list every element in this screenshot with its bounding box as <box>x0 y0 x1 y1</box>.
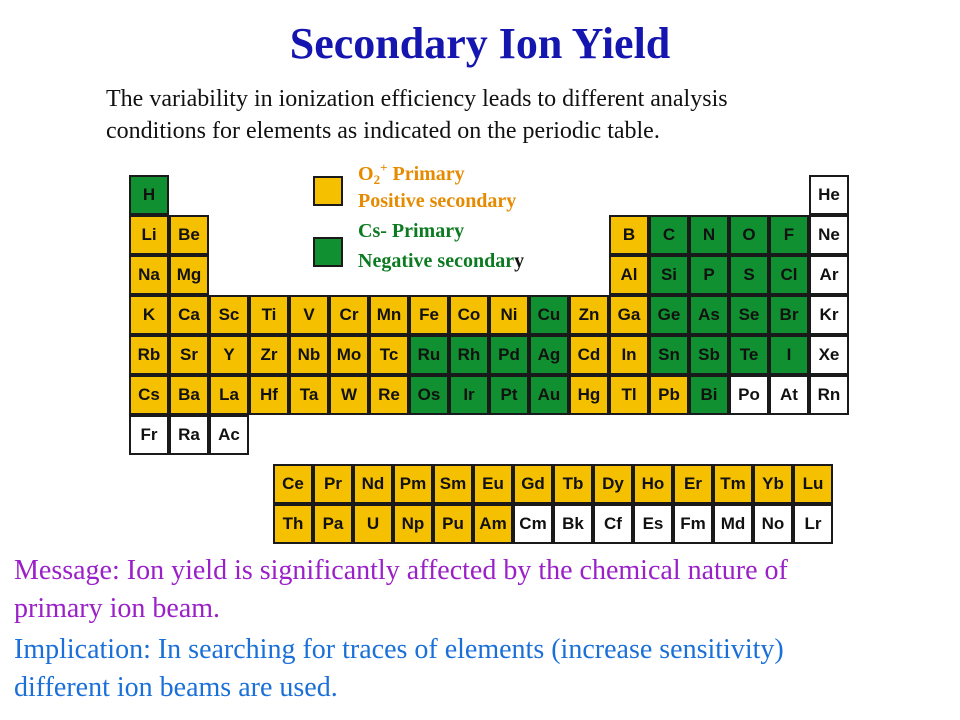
element-cell-es: Es <box>633 504 673 544</box>
element-cell-ba: Ba <box>169 375 209 415</box>
element-cell-yb: Yb <box>753 464 793 504</box>
element-cell-rh: Rh <box>449 335 489 375</box>
element-cell-si: Si <box>649 255 689 295</box>
element-cell-ca: Ca <box>169 295 209 335</box>
message-line-2: primary ion beam. <box>14 593 221 624</box>
element-cell-w: W <box>329 375 369 415</box>
element-cell-tm: Tm <box>713 464 753 504</box>
legend-o2-primary <box>358 160 465 188</box>
element-cell-ru: Ru <box>409 335 449 375</box>
legend-negative-secondary <box>358 250 524 273</box>
element-cell-i: I <box>769 335 809 375</box>
element-cell-se: Se <box>729 295 769 335</box>
intro-line-1: The variability in ionization efficiency leads to different analysis <box>106 86 728 112</box>
legend-negative-tail: y <box>514 250 525 272</box>
element-cell-sm: Sm <box>433 464 473 504</box>
element-cell-at: At <box>769 375 809 415</box>
element-cell-zr: Zr <box>249 335 289 375</box>
element-cell-fr: Fr <box>129 415 169 455</box>
legend-cs-primary: Cs- Primary <box>358 220 465 242</box>
element-cell-la: La <box>209 375 249 415</box>
element-cell-ne: Ne <box>809 215 849 255</box>
element-cell-tl: Tl <box>609 375 649 415</box>
element-cell-tc: Tc <box>369 335 409 375</box>
element-cell-eu: Eu <box>473 464 513 504</box>
element-cell-ho: Ho <box>633 464 673 504</box>
element-cell-co: Co <box>449 295 489 335</box>
element-cell-au: Au <box>529 375 569 415</box>
element-cell-mo: Mo <box>329 335 369 375</box>
element-cell-zn: Zn <box>569 295 609 335</box>
legend-swatch-negative <box>313 237 343 267</box>
element-cell-rb: Rb <box>129 335 169 375</box>
implication-line-1: Implication: In searching for traces of elements (increase sensitivity) <box>14 634 784 665</box>
element-cell-p: P <box>689 255 729 295</box>
element-cell-pb: Pb <box>649 375 689 415</box>
element-cell-ra: Ra <box>169 415 209 455</box>
element-cell-b: B <box>609 215 649 255</box>
element-cell-li: Li <box>129 215 169 255</box>
legend-o2-superscript: + <box>380 160 388 175</box>
element-cell-he: He <box>809 175 849 215</box>
element-cell-al: Al <box>609 255 649 295</box>
element-cell-am: Am <box>473 504 513 544</box>
element-cell-md: Md <box>713 504 753 544</box>
legend-o2-subscript: 2 <box>373 172 381 187</box>
element-cell-nb: Nb <box>289 335 329 375</box>
element-cell-ar: Ar <box>809 255 849 295</box>
element-cell-cs: Cs <box>129 375 169 415</box>
legend-swatch-positive <box>313 176 343 206</box>
element-cell-ga: Ga <box>609 295 649 335</box>
element-cell-gd: Gd <box>513 464 553 504</box>
element-cell-er: Er <box>673 464 713 504</box>
legend-negative-main: Negative secondar <box>358 250 515 272</box>
element-cell-sr: Sr <box>169 335 209 375</box>
element-cell-c: C <box>649 215 689 255</box>
element-cell-ti: Ti <box>249 295 289 335</box>
element-cell-f: F <box>769 215 809 255</box>
element-cell-th: Th <box>273 504 313 544</box>
element-cell-sc: Sc <box>209 295 249 335</box>
element-cell-cu: Cu <box>529 295 569 335</box>
element-cell-k: K <box>129 295 169 335</box>
element-cell-s: S <box>729 255 769 295</box>
element-cell-cl: Cl <box>769 255 809 295</box>
element-cell-xe: Xe <box>809 335 849 375</box>
legend-positive-secondary: Positive secondary <box>358 190 517 212</box>
element-cell-kr: Kr <box>809 295 849 335</box>
element-cell-ni: Ni <box>489 295 529 335</box>
element-cell-fe: Fe <box>409 295 449 335</box>
element-cell-be: Be <box>169 215 209 255</box>
element-cell-fm: Fm <box>673 504 713 544</box>
element-cell-na: Na <box>129 255 169 295</box>
legend-o2-prefix: O <box>358 163 374 185</box>
element-cell-nd: Nd <box>353 464 393 504</box>
element-cell-hf: Hf <box>249 375 289 415</box>
element-cell-np: Np <box>393 504 433 544</box>
element-cell-ta: Ta <box>289 375 329 415</box>
element-cell-pd: Pd <box>489 335 529 375</box>
element-cell-mg: Mg <box>169 255 209 295</box>
element-cell-n: N <box>689 215 729 255</box>
element-cell-bk: Bk <box>553 504 593 544</box>
element-cell-te: Te <box>729 335 769 375</box>
element-cell-pu: Pu <box>433 504 473 544</box>
element-cell-cm: Cm <box>513 504 553 544</box>
implication-line-2: different ion beams are used. <box>14 672 338 703</box>
element-cell-os: Os <box>409 375 449 415</box>
element-cell-no: No <box>753 504 793 544</box>
element-cell-pa: Pa <box>313 504 353 544</box>
message-line-1: Message: Ion yield is significantly affected by the chemical nature of <box>14 555 788 586</box>
element-cell-ce: Ce <box>273 464 313 504</box>
element-cell-o: O <box>729 215 769 255</box>
element-cell-mn: Mn <box>369 295 409 335</box>
element-cell-cf: Cf <box>593 504 633 544</box>
element-cell-h: H <box>129 175 169 215</box>
element-cell-hg: Hg <box>569 375 609 415</box>
element-cell-in: In <box>609 335 649 375</box>
element-cell-cd: Cd <box>569 335 609 375</box>
legend-o2-suffix: Primary <box>387 163 465 185</box>
element-cell-y: Y <box>209 335 249 375</box>
element-cell-ir: Ir <box>449 375 489 415</box>
element-cell-dy: Dy <box>593 464 633 504</box>
slide-title: Secondary Ion Yield <box>289 19 671 68</box>
element-cell-re: Re <box>369 375 409 415</box>
element-cell-po: Po <box>729 375 769 415</box>
element-cell-bi: Bi <box>689 375 729 415</box>
element-cell-v: V <box>289 295 329 335</box>
element-cell-rn: Rn <box>809 375 849 415</box>
intro-line-2: conditions for elements as indicated on the periodic table. <box>106 118 660 144</box>
element-cell-ac: Ac <box>209 415 249 455</box>
element-cell-cr: Cr <box>329 295 369 335</box>
element-cell-lu: Lu <box>793 464 833 504</box>
element-cell-ag: Ag <box>529 335 569 375</box>
element-cell-pm: Pm <box>393 464 433 504</box>
element-cell-pt: Pt <box>489 375 529 415</box>
element-cell-pr: Pr <box>313 464 353 504</box>
element-cell-br: Br <box>769 295 809 335</box>
element-cell-sn: Sn <box>649 335 689 375</box>
element-cell-tb: Tb <box>553 464 593 504</box>
element-cell-ge: Ge <box>649 295 689 335</box>
element-cell-lr: Lr <box>793 504 833 544</box>
element-cell-as: As <box>689 295 729 335</box>
element-cell-sb: Sb <box>689 335 729 375</box>
element-cell-u: U <box>353 504 393 544</box>
